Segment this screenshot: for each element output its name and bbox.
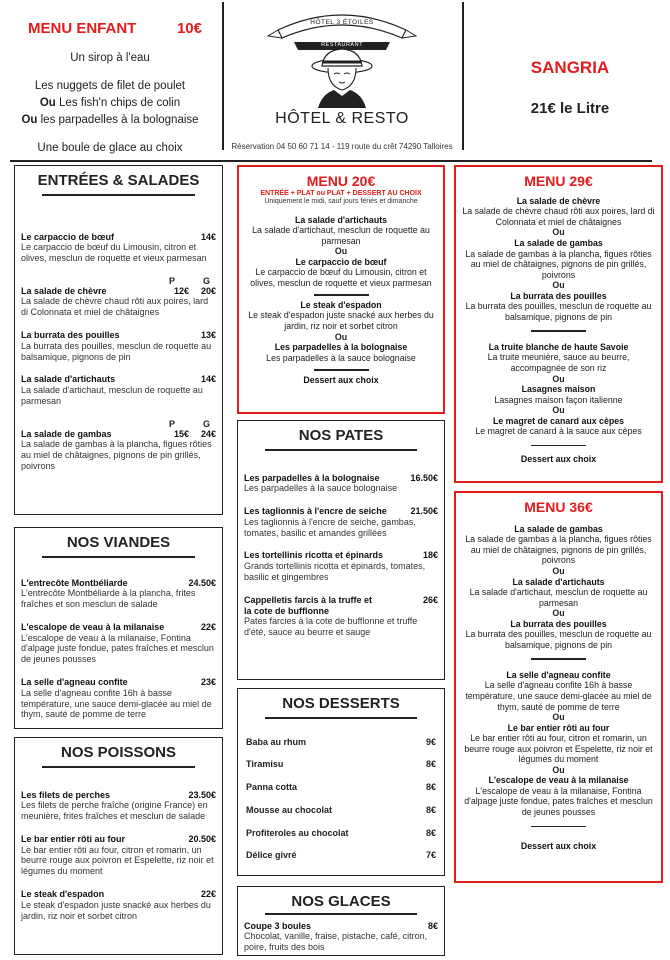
menu-item: Baba au rhum 9€ xyxy=(246,736,436,747)
menu-item: La burrata des pouilles 13€ La burrata des pouilles, mesclun de roquette au balsamique, pignons de pin xyxy=(21,330,216,362)
pates-title: NOS PATES xyxy=(298,427,384,444)
sangria-block xyxy=(470,58,670,117)
menu-item: Mousse au chocolat 8€ xyxy=(246,804,436,815)
kids-line-4: Ou les parpadelles à la bolognaise xyxy=(21,113,199,126)
menu-36-section: MENU 36€ La salade de gambas La salade de gambas à la plancha, figues rôties au miel de châtaignes, pignons de pin grillés, poivrons Ou La salade d'artichauts La salade d'artichaut, mesclun de roquette au parmesan Ou La burrata des pouilles La burrata des pouilles, mesclun de roquette au balsamique, pignons de pin La selle d'agneau confite La selle d'agneau confite 16h à basse température, une sauce demi-glacée au miel de thym, sauté de pomme de terre Ou Le bar entier rôti au four Le bar entier rôti au four, citron et romarin, un beurre rouge aux poivron et Espelette, riz noir et légumes du moment Ou L'escalope de veau à la milanaise L'escalope de veau à la milanaise, Fontina d'alpage juste fondue, pates fraîches et mesclun de jeunes pousses Dessert aux choix xyxy=(454,491,663,883)
sangria-price: 21€ le Litre xyxy=(530,100,610,117)
menu-item: L'entrecôte Montbéliarde 24.50€ L'entrecôte Montbéliarde à la plancha, frites fraîches et son mesclun de salade xyxy=(21,577,216,610)
kids-menu-title: MENU ENFANT xyxy=(28,20,137,37)
kids-menu-header xyxy=(10,18,210,40)
header-bottom-rule xyxy=(10,160,652,162)
kids-line-5: Une boule de glace au choix xyxy=(37,142,183,155)
kids-line-2: Les nuggets de filet de poulet xyxy=(34,80,186,93)
kids-line-1: Un sirop à l'eau xyxy=(70,51,150,64)
viandes-title: NOS VIANDES xyxy=(66,534,171,551)
menu-item: Profiteroles au chocolat 8€ xyxy=(246,827,436,838)
hotel-title: HÔTEL & RESTO xyxy=(275,110,409,127)
kids-menu xyxy=(10,18,210,157)
menu-item: P G La salade de gambas 15€ 24€ La salade de gambas à la plancha, figues rôties au miel de châtaignes, pignons de pin grillés, poivrons xyxy=(21,418,216,472)
menu-item: Les filets de perches 23.50€ Les filets de perche fraîche (origine France) en meunière, frites fraîches et mesclun de salade xyxy=(21,789,216,822)
menu-36-title: MENU 36€ xyxy=(524,499,593,515)
menu-item: Les parpadelles à la bolognaise 16.50€ Les parpadelles à la sauce bolognaise xyxy=(244,472,438,494)
kids-menu-price: 10€ xyxy=(176,20,202,37)
entrees-section xyxy=(14,165,223,515)
menu-item: Le bar entier rôti au four 20.50€ Le bar entier rôti au four, citron et romarin, un beurre rouge aux poivron et Espelette, riz noir et légumes du moment xyxy=(21,833,216,877)
desserts-section xyxy=(237,688,445,876)
menu-item: Tiramisu 8€ xyxy=(246,759,436,770)
logo-text-bottom: RESTAURANT xyxy=(321,42,363,48)
menu-item: P G La salade de chèvre 12€ 20€ La salade de chèvre chaud rôti aux poires, lard di Colonnata et miel de châtaignes xyxy=(21,275,216,318)
menu-20-title: MENU 20€ xyxy=(306,173,376,189)
pates-section xyxy=(237,420,445,680)
viandes-section xyxy=(14,527,223,729)
poissons-title: NOS POISSONS xyxy=(60,744,177,761)
menu-29-section: MENU 29€ La salade de chèvre La salade de chèvre chaud rôti aux poires, lard di Colonnata et miel de châtaignes Ou La salade de gambas La salade de gambas à la plancha, figues rôties au miel de châtaignes, pignons de pin grillés, poivrons Ou La burrata des pouilles La burrata des pouilles, mesclun de roquette au balsamique, pignons de pin La truite blanche de haute Savoie La truite meunière, sauce au beurre, accompagnée de son riz Ou Lasagnes maison Lasagnes maison façon italienne Ou Le magret de canard aux cèpes Le magret de canard à la sauce aux cèpes Dessert aux choix xyxy=(454,165,663,483)
kids-line-3: Ou Les fish'n chips de colin xyxy=(39,97,181,110)
menu-item: Cappelletis farcis à la truffe et la cote de bufflonne 26€ Pates farcies à la cote de bufflonne et truffe d'été, sauce au beurre et sauge xyxy=(244,594,438,638)
menu-item: Le steak d'espadon 22€ Le steak d'espadon juste snacké aux herbes du jardin, riz noir et sorbet citron xyxy=(21,889,216,921)
entrees-title: ENTRÉES & SALADES xyxy=(37,172,200,189)
glaces-section xyxy=(237,886,445,956)
reservation-info: Réservation 04 50 60 71 14 - 119 route du crêt 74290 Talloires xyxy=(231,142,453,151)
menu-item: L'escalope de veau à la milanaise 22€ L'escalope de veau à la milanaise, Fontina d'alpage juste fondue, pates fraîches et mesclun de jeunes pousses xyxy=(21,621,216,665)
hotel-logo-block xyxy=(222,2,462,152)
logo-text-top: HÔTEL 3 ÉTOILES xyxy=(310,19,374,26)
menu-item: Le carpaccio de bœuf 14€ Le carpaccio de bœuf du Limousin, citron et olives, mesclun de roquette et vieux parmesan xyxy=(21,231,216,264)
glaces-title: NOS GLACES xyxy=(291,893,391,910)
poissons-section xyxy=(14,737,223,955)
menu-20-section: MENU 20€ ENTRÉE + PLAT ou PLAT + DESSERT AU CHOIX Uniquement le midi, sauf jours fériés et dimanche La salade d'artichauts La salade d'artichaut, mesclun de roquette au parmesan Ou Le carpaccio de bœuf Le carpaccio de bœuf du Limousin, citron et olives, mesclun de roquette et vieux parmesan Le steak d'espadon Le steak d'espadon juste snacké aux herbes du jardin, riz noir et sorbet citron Ou Les parpadelles à la bolognaise Les parpadelles à la sauce bolognaise Dessert aux choix xyxy=(237,165,445,414)
menu-item: Délice givré 7€ xyxy=(246,850,436,861)
menu-item: La salade d'artichauts 14€ La salade d'artichaut, mesclun de roquette au parmesan xyxy=(21,374,216,407)
desserts-title: NOS DESSERTS xyxy=(282,695,400,712)
menu-item: Les taglionnis à l'encre de seiche 21.50€ Les taglionnis à l'encre de seiche, gambas, tomates, basilic et amandes grillées xyxy=(244,506,438,538)
menu-item: La selle d'agneau confite 23€ La selle d'agneau confite 16h à basse température, une sauce demi-glacée au miel de thym, sauté de pomme de terre xyxy=(21,677,216,720)
sangria-title: SANGRIA xyxy=(530,58,610,77)
menu-29-title: MENU 29€ xyxy=(524,173,593,189)
header-divider-right xyxy=(462,2,464,150)
menu-item: Coupe 3 boules 8€ Chocolat, vanille, fraise, pistache, café, citron, poire, fruits des bois xyxy=(244,920,438,953)
menu-item: Les tortellinis ricotta et épinards 18€ Grands tortellinis ricotta et épinards, tomates, basilic et gingembres xyxy=(244,550,438,583)
menu-item: Panna cotta 8€ xyxy=(246,782,436,793)
